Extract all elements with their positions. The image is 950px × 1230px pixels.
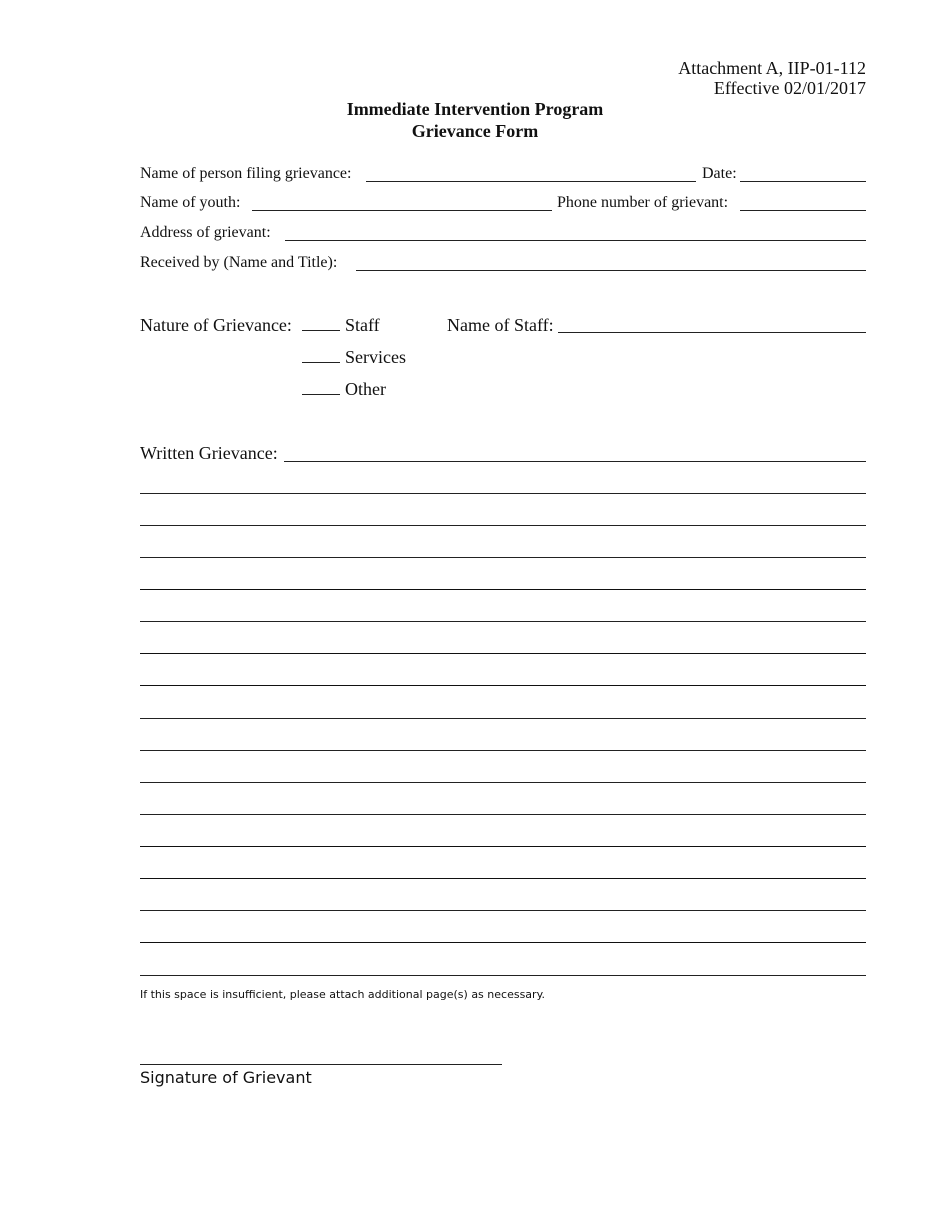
writing-line[interactable]	[140, 814, 866, 815]
writing-line[interactable]	[140, 525, 866, 526]
effective-date: Effective 02/01/2017	[713, 78, 866, 98]
staff-name-label: Name of Staff:	[447, 315, 554, 335]
writing-line[interactable]	[140, 718, 866, 719]
attachment-reference: Attachment A, IIP-01-112	[678, 58, 866, 78]
received-by-field[interactable]	[356, 270, 866, 271]
nature-option-staff[interactable]	[302, 314, 380, 336]
signature-field[interactable]	[140, 1064, 502, 1065]
writing-line[interactable]	[140, 910, 866, 911]
writing-line[interactable]	[140, 685, 866, 686]
youth-name-label: Name of youth:	[140, 194, 241, 211]
writing-line[interactable]	[140, 975, 866, 976]
form-subtitle: Grievance Form	[411, 121, 539, 141]
phone-label: Phone number of grievant:	[557, 194, 729, 211]
date-label: Date:	[702, 165, 737, 182]
writing-line[interactable]	[140, 750, 866, 751]
staff-option-label: Staff	[345, 315, 380, 335]
services-checkbox-blank[interactable]	[302, 348, 340, 363]
nature-label: Nature of Grievance:	[140, 315, 292, 335]
date-field[interactable]	[740, 181, 866, 182]
received-by-label: Received by (Name and Title):	[140, 254, 338, 271]
address-label: Address of grievant:	[140, 224, 271, 241]
writing-line[interactable]	[140, 942, 866, 943]
services-option-label: Services	[345, 347, 406, 367]
other-option-label: Other	[345, 379, 386, 399]
other-checkbox-blank[interactable]	[302, 380, 340, 395]
address-field[interactable]	[285, 240, 866, 241]
youth-name-field[interactable]	[252, 210, 552, 211]
filer-name-field[interactable]	[366, 181, 696, 182]
written-grievance-line-first[interactable]	[284, 461, 866, 462]
writing-line[interactable]	[140, 589, 866, 590]
phone-field[interactable]	[740, 210, 866, 211]
nature-option-services[interactable]	[302, 346, 406, 368]
writing-line[interactable]	[140, 878, 866, 879]
writing-line[interactable]	[140, 782, 866, 783]
writing-line[interactable]	[140, 653, 866, 654]
filer-name-label: Name of person filing grievance:	[140, 165, 352, 182]
writing-line[interactable]	[140, 846, 866, 847]
nature-option-other[interactable]	[302, 378, 386, 400]
staff-name-field[interactable]	[558, 332, 866, 333]
signature-label: Signature of Grievant	[140, 1068, 312, 1087]
insufficient-space-note: If this space is insufficient, please attach additional page(s) as necessary.	[140, 988, 546, 1001]
writing-line[interactable]	[140, 557, 866, 558]
writing-line[interactable]	[140, 621, 866, 622]
form-title: Immediate Intervention Program	[346, 99, 604, 119]
written-grievance-label: Written Grievance:	[140, 443, 278, 463]
staff-checkbox-blank[interactable]	[302, 316, 340, 331]
writing-line[interactable]	[140, 493, 866, 494]
